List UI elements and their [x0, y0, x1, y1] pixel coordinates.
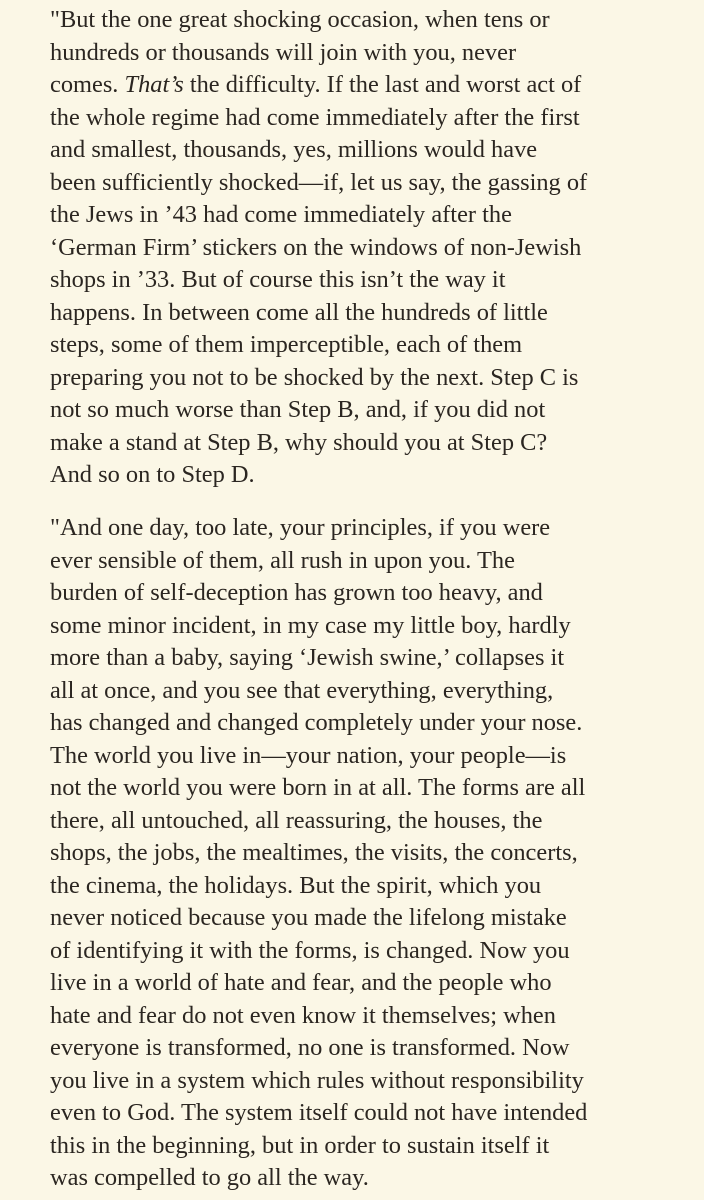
text-segment: the Jews in ’43 had come immediately after the: [50, 201, 512, 228]
text-line: [50, 772, 700, 805]
text-segment: and smallest, thousands, yes, millions would have: [50, 136, 538, 163]
text-line: [50, 870, 700, 903]
text-segment: all at once, and you see that everything, everything,: [50, 676, 554, 704]
text-segment: more than a baby, saying ‘Jewish swine,’ collapses it: [50, 644, 565, 671]
text-segment: some minor incident, in my case my little boy, hardly: [50, 611, 571, 639]
text-line: [50, 1130, 700, 1163]
text-line: [50, 740, 700, 773]
text-segment: has changed and changed completely under your nose.: [50, 709, 583, 736]
text-line: [50, 199, 700, 232]
text-line: [50, 837, 700, 870]
text-line: [50, 4, 700, 37]
text-segment: live in a world of hate and fear, and the people who: [50, 969, 552, 996]
text-segment: hundreds or thousands will join with you, never: [50, 38, 517, 66]
text-segment: comes.: [50, 71, 125, 98]
text-segment: even to God. The system itself could not have intended: [50, 1099, 588, 1126]
text-segment: of identifying it with the forms, is changed. Now you: [50, 936, 570, 964]
text-line: [50, 134, 700, 167]
text-line: [50, 232, 700, 265]
text-segment: was compelled to go all the way.: [50, 1164, 369, 1191]
text-segment: everyone is transformed, no one is transformed. Now: [50, 1034, 570, 1061]
text-segment: ever sensible of them, all rush in upon you. The: [50, 546, 515, 574]
text-line: [50, 577, 700, 610]
text-line: [50, 610, 700, 643]
text-line: [50, 675, 700, 708]
text-line: [50, 707, 700, 740]
text-line: [50, 362, 700, 395]
text-line: [50, 264, 700, 297]
text-segment: make a stand at Step B, why should you at Step C?: [50, 428, 548, 456]
text-line: [50, 1000, 700, 1033]
text-segment: this in the beginning, but in order to sustain itself it: [50, 1131, 550, 1159]
text-line: [50, 935, 700, 968]
text-segment: happens. In between come all the hundreds of little: [50, 298, 548, 326]
text-segment: there, all untouched, all reassuring, the houses, the: [50, 806, 543, 834]
text-segment: hate and fear do not even know it themselves; when: [50, 1001, 556, 1029]
text-line: [50, 427, 700, 460]
text-line: [50, 1065, 700, 1098]
text-line: [50, 459, 700, 492]
text-line: [50, 394, 700, 427]
text-segment: burden of self-deception has grown too heavy, and: [50, 579, 543, 606]
text-segment: preparing you not to be shocked by the next. Step C is: [50, 363, 579, 391]
text-line: [50, 512, 700, 545]
text-segment: been sufficiently shocked—if, let us say, the gassing of: [50, 168, 588, 196]
paragraph-1: [50, 4, 700, 492]
text-segment: shops, the jobs, the mealtimes, the visits, the concerts,: [50, 839, 578, 866]
text-segment: not so much worse than Step B, and, if you did not: [50, 396, 546, 423]
text-line: [50, 1097, 700, 1130]
paragraph-2: [50, 512, 700, 1195]
text-line: [50, 329, 700, 362]
text-segment: steps, some of them imperceptible, each of them: [50, 331, 523, 358]
text-segment: the difficulty. If the last and worst act of: [183, 71, 582, 98]
text-segment: the whole regime had come immediately after the first: [50, 103, 580, 131]
text-line: [50, 1032, 700, 1065]
italic-text-segment: That’s: [124, 71, 184, 98]
text-segment: "But the one great shocking occasion, when tens or: [50, 6, 550, 33]
text-line: [50, 902, 700, 935]
text-segment: ‘German Firm’ stickers on the windows of non-Jewish: [50, 233, 582, 261]
text-line: [50, 1162, 700, 1195]
text-line: [50, 37, 700, 70]
text-line: [50, 167, 700, 200]
text-line: [50, 642, 700, 675]
text-segment: the cinema, the holidays. But the spirit, which you: [50, 871, 542, 899]
text-segment: not the world you were born in at all. The forms are all: [50, 774, 586, 801]
text-line: [50, 805, 700, 838]
text-segment: shops in ’33. But of course this isn’t the way it: [50, 266, 506, 293]
text-line: [50, 967, 700, 1000]
text-segment: And so on to Step D.: [50, 461, 255, 488]
text-segment: never noticed because you made the lifelong mistake: [50, 904, 567, 931]
text-segment: The world you live in—your nation, your people—is: [50, 741, 567, 769]
text-line: [50, 297, 700, 330]
text-line: [50, 545, 700, 578]
text-segment: you live in a system which rules without responsibility: [50, 1066, 584, 1094]
text-line: [50, 102, 700, 135]
text-line: [50, 69, 700, 102]
text-segment: "And one day, too late, your principles, if you were: [50, 514, 551, 541]
